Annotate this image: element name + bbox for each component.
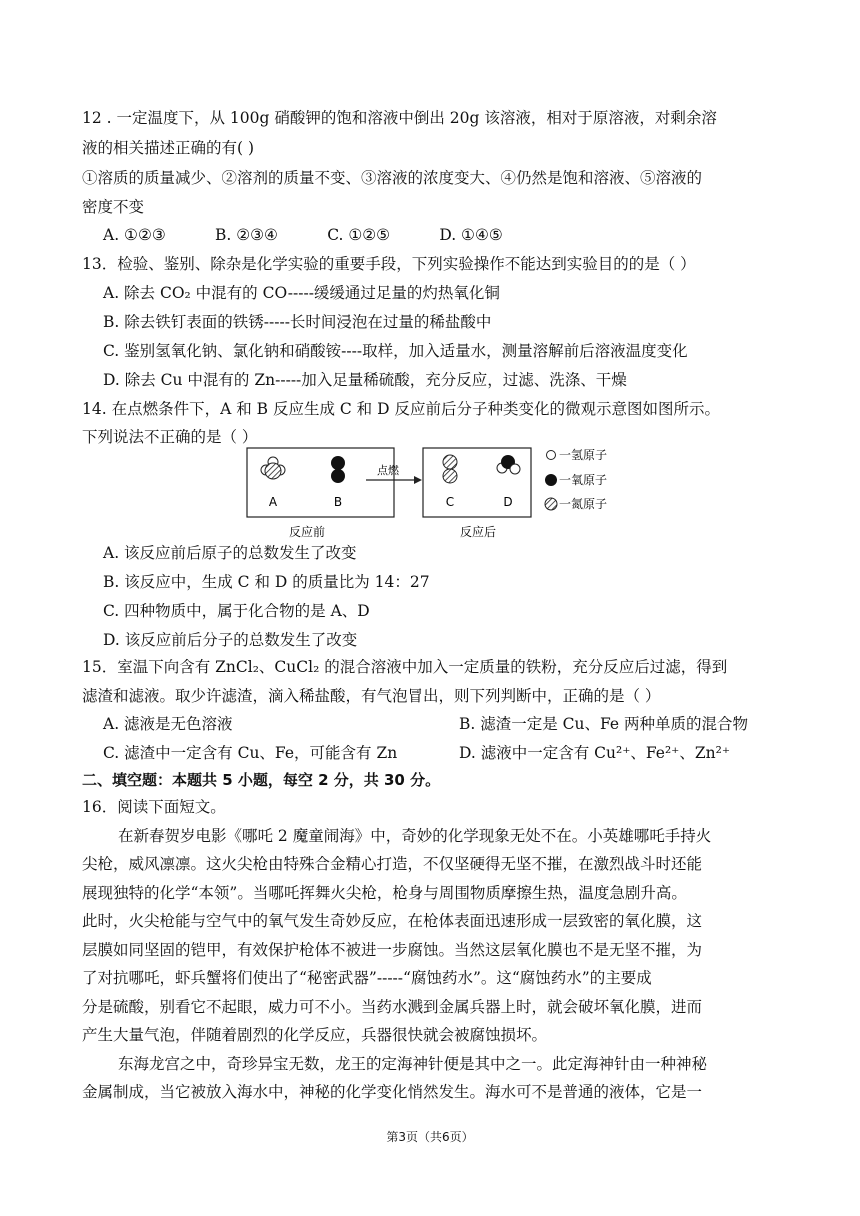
q12-line-3: ①溶质的质量减少、②溶剂的质量不变、③溶液的浓度变大、④仍然是饱和溶液、⑤溶液的	[82, 169, 703, 187]
molecule-c-icon	[443, 455, 457, 483]
arrow-label: 点燃	[377, 464, 399, 477]
nitrogen-atom-icon	[545, 498, 557, 510]
passage-line: 展现独特的化学“本领”。当哪吒挥舞火尖枪，枪身与周围物质摩擦生热，温度急剧升高。	[82, 884, 687, 902]
passage-line: 了对抗哪吒，虾兵蟹将们使出了“秘密武器”-----“腐蚀药水”。这“腐蚀药水”的主要成	[82, 969, 652, 987]
label-c: C	[445, 495, 455, 509]
q12-line-4: 密度不变	[82, 198, 145, 216]
q14-option-c: C. 四种物质中，属于化合物的是 A、D	[103, 602, 370, 620]
label-a: A	[268, 495, 278, 509]
legend-nitrogen: 一氮原子	[559, 497, 608, 511]
q13-stem: 13．检验、鉴别、除杂是化学实验的重要手段，下列实验操作不能达到实验目的的是（ ）	[82, 255, 696, 273]
q13-option-c: C. 鉴别氢氧化钠、氯化钠和硝酸铵----取样，加入适量水，测量溶解前后溶液温度变化	[103, 342, 688, 360]
q15-option-d: D. 滤液中一定含有 Cu²⁺、Fe²⁺、Zn²⁺	[459, 744, 731, 762]
label-b: B	[333, 495, 343, 509]
q15-option-a: A. 滤液是无色溶液	[103, 715, 233, 733]
passage-line: 尖枪，威风凛凛。这火尖枪由特殊合金精心打造，不仅坚硬得无坚不摧，在激烈战斗时还能	[82, 855, 703, 873]
oxygen-atom-icon	[545, 474, 557, 486]
passage-line: 东海龙宫之中，奇珍异宝无数，龙王的定海神针便是其中之一。此定海神针由一种神秘	[118, 1055, 708, 1073]
q14-option-a: A. 该反应前后原子的总数发生了改变	[103, 544, 357, 562]
q13-option-d: D. 除去 Cu 中混有的 Zn-----加入足量稀硫酸，充分反应，过滤、洗涤、干燥	[103, 371, 627, 389]
q14-option-d: D. 该反应前后分子的总数发生了改变	[103, 631, 358, 649]
q13-option-b: B. 除去铁钉表面的铁锈-----长时间浸泡在过量的稀盐酸中	[103, 313, 492, 331]
q15-option-c: C. 滤渣中一定含有 Cu、Fe，可能含有 Zn	[103, 744, 398, 762]
before-caption: 反应前	[288, 525, 326, 539]
legend-hydrogen: 一氢原子	[559, 448, 608, 462]
q12-line-2: 液的相关描述正确的有( )	[82, 139, 255, 157]
reaction-diagram	[240, 442, 640, 542]
q14-line-1: 14. 在点燃条件下，A 和 B 反应生成 C 和 D 反应前后分子种类变化的微观示意图如图所示。	[82, 400, 720, 418]
q14-option-b: B. 该反应中，生成 C 和 D 的质量比为 14：27	[103, 573, 430, 591]
label-d: D	[503, 495, 513, 509]
q15-line-1: 15．室温下向含有 ZnCl₂、CuCl₂ 的混合溶液中加入一定质量的铁粉，充分反应后过滤，得到	[82, 658, 728, 676]
molecule-a-icon	[261, 457, 285, 479]
q12-options: A. ①②③ B. ②③④ C. ①②⑤ D. ①④⑤	[103, 226, 503, 244]
passage-line: 产生大量气泡，伴随着剧烈的化学反应，兵器很快就会被腐蚀损坏。	[82, 1026, 548, 1044]
q13-option-a: A. 除去 CO₂ 中混有的 CO-----缓缓通过足量的灼热氧化铜	[103, 284, 500, 302]
section-heading: 二、填空题：本题共 5 小题，每空 2 分，共 30 分。	[82, 771, 441, 789]
passage-line: 金属制成，当它被放入海水中，神秘的化学变化悄然发生。海水可不是普通的液体，它是一	[82, 1083, 703, 1101]
q15-line-2: 滤渣和滤液。取少许滤渣，滴入稀盐酸，有气泡冒出，则下列判断中，正确的是（ ）	[82, 687, 661, 705]
passage-line: 分是硫酸，别看它不起眼，威力可不小。当药水溅到金属兵器上时，就会破坏氧化膜，进而	[82, 998, 703, 1016]
after-box	[423, 448, 531, 517]
q15-option-b: B. 滤渣一定是 Cu、Fe 两种单质的混合物	[459, 715, 749, 733]
after-caption: 反应后	[459, 525, 497, 539]
legend-oxygen: 一氧原子	[559, 473, 608, 487]
passage-line: 在新春贺岁电影《哪吒 2 魔童闹海》中，奇妙的化学现象无处不在。小英雄哪吒手持火	[118, 827, 712, 845]
molecule-b-icon	[331, 456, 345, 483]
q14-line-2: 下列说法不正确的是（ ）	[82, 428, 258, 446]
hydrogen-atom-icon	[547, 451, 556, 460]
q16-stem: 16．阅读下面短文。	[82, 798, 226, 816]
molecule-d-icon	[497, 455, 520, 474]
page-footer: 第3页（共6页）	[386, 1130, 474, 1144]
passage-line: 层膜如同坚固的铠甲，有效保护枪体不被进一步腐蚀。当然这层氧化膜也不是无坚不摧，为	[82, 941, 703, 959]
q12-line-1: 12 . 一定温度下，从 100g 硝酸钾的饱和溶液中倒出 20g 该溶液，相对于原溶液，对剩余溶	[82, 109, 717, 127]
passage-line: 此时，火尖枪能与空气中的氧气发生奇妙反应，在枪体表面迅速形成一层致密的氧化膜，这	[82, 912, 703, 930]
